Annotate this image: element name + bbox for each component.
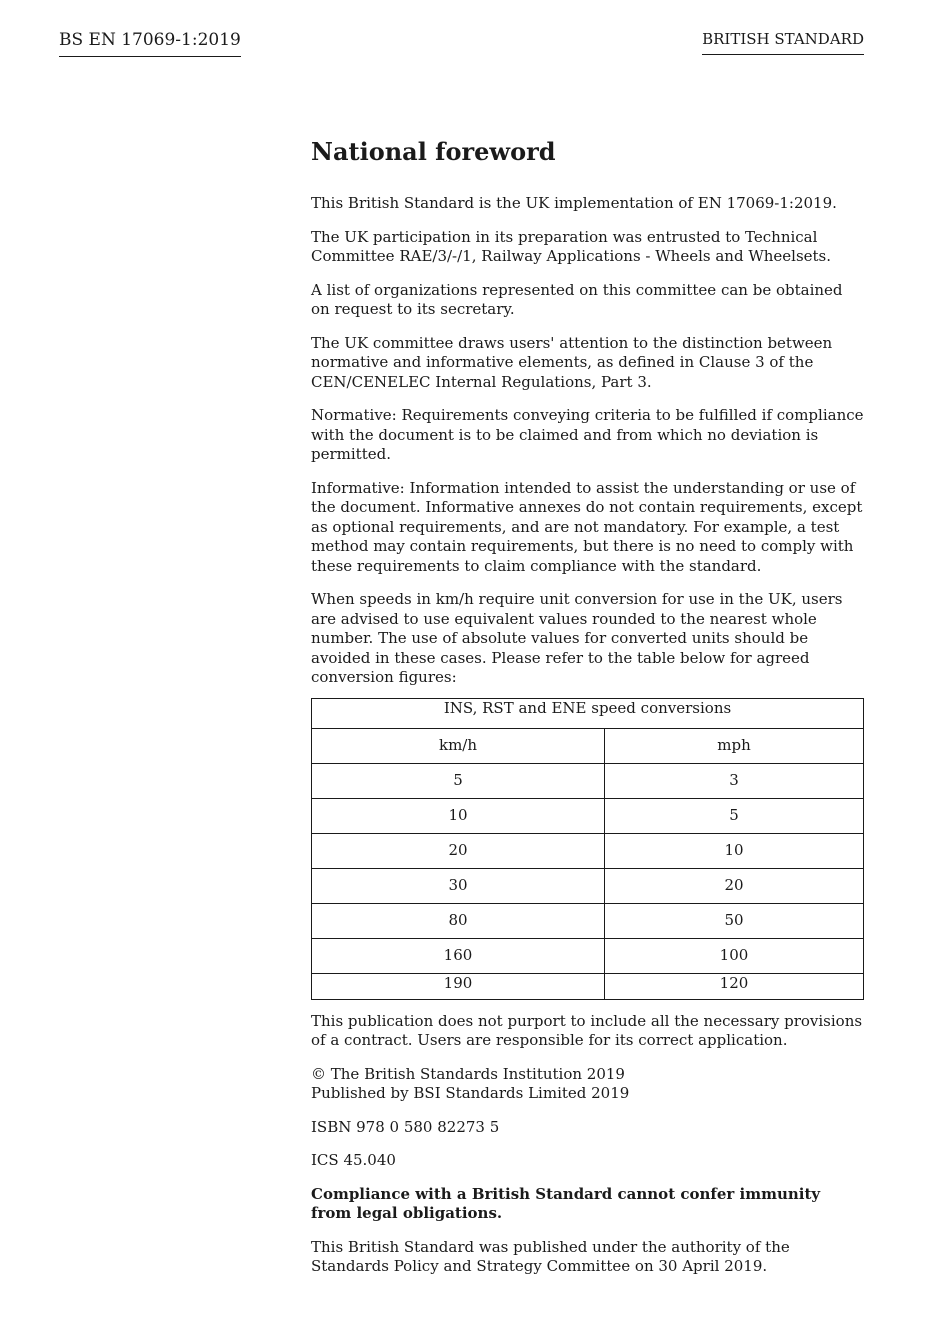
paragraph: A list of organizations represented on this committee can be obtained on request to its secretary. [311, 280, 843, 318]
column-header-kmh: km/h [312, 728, 605, 763]
table-row [312, 798, 864, 833]
paragraph: When speeds in km/h require unit conversion for use in the UK, users are advised to use equivalent values rounded to the nearest whole number. The use of absolute values for converted units should be avoided in these cases. Please refer to the table below for agreed conversion figures: [311, 590, 843, 686]
column-header-mph: mph [605, 728, 864, 763]
table-row [312, 973, 864, 999]
publisher-line: Published by BSI Standards Limited 2019 [311, 1084, 630, 1102]
ics-code: ICS 45.040 [311, 1151, 396, 1169]
copyright-line: © The British Standards Institution 2019 [311, 1064, 625, 1083]
series-label: BRITISH STANDARD [702, 30, 864, 55]
authority-paragraph: This British Standard was published under the authority of the Standards Policy and Strategy Committee on 30 April 2019. [311, 1237, 790, 1275]
speed-conversion-table [311, 698, 864, 1000]
table-row [312, 903, 864, 938]
table-cell: 50 [605, 903, 864, 938]
compliance-notice: Compliance with a British Standard cannot confer immunity from legal obligations. [311, 1184, 821, 1222]
provisions-paragraph: This publication does not purport to include all the necessary provisions of a contract. Users are responsible for its correct application. [311, 1011, 863, 1049]
table-cell: 120 [605, 973, 864, 999]
copyright-block [311, 1065, 864, 1104]
table-cell: 100 [605, 938, 864, 973]
paragraph: This British Standard is the UK implementation of EN 17069-1:2019. [311, 194, 837, 212]
table-header-row [312, 728, 864, 763]
document-id: BS EN 17069-1:2019 [59, 30, 241, 57]
table-cell: 30 [312, 868, 605, 903]
table-caption: INS, RST and ENE speed conversions [312, 698, 864, 728]
paragraph: The UK participation in its preparation was entrusted to Technical Committee RAE/3/-/1, Railway Applications - Wheels and Wheelsets. [311, 227, 832, 265]
foreword-body [311, 136, 864, 1291]
table-cell: 10 [312, 798, 605, 833]
table-cell: 80 [312, 903, 605, 938]
table-row [312, 833, 864, 868]
table-row [312, 938, 864, 973]
table-cell: 20 [605, 868, 864, 903]
table-cell: 190 [312, 973, 605, 999]
table-cell: 20 [312, 833, 605, 868]
paragraph: Informative: Information intended to assist the understanding or use of the document. Informative annexes do not contain requirements, except as optional requirements, and are not mandatory. For example, a test method may contain requirements, but there is no need to comply with these requirements to claim compliance with the standard. [311, 478, 863, 575]
table-cell: 5 [605, 798, 864, 833]
table-caption-row [312, 698, 864, 728]
table-row [312, 763, 864, 798]
page-title: National foreword [311, 137, 556, 166]
paragraph: The UK committee draws users' attention to the distinction between normative and informative elements, as defined in Clause 3 of the CEN/CENELEC Internal Regulations, Part 3. [311, 333, 833, 391]
table-cell: 5 [312, 763, 605, 798]
isbn: ISBN 978 0 580 82273 5 [311, 1117, 500, 1136]
paragraph: Normative: Requirements conveying criteria to be fulfilled if compliance with the document is to be claimed and from which no deviation is permitted. [311, 406, 864, 463]
table-cell: 160 [312, 938, 605, 973]
table-cell: 3 [605, 763, 864, 798]
table-cell: 10 [605, 833, 864, 868]
table-row [312, 868, 864, 903]
